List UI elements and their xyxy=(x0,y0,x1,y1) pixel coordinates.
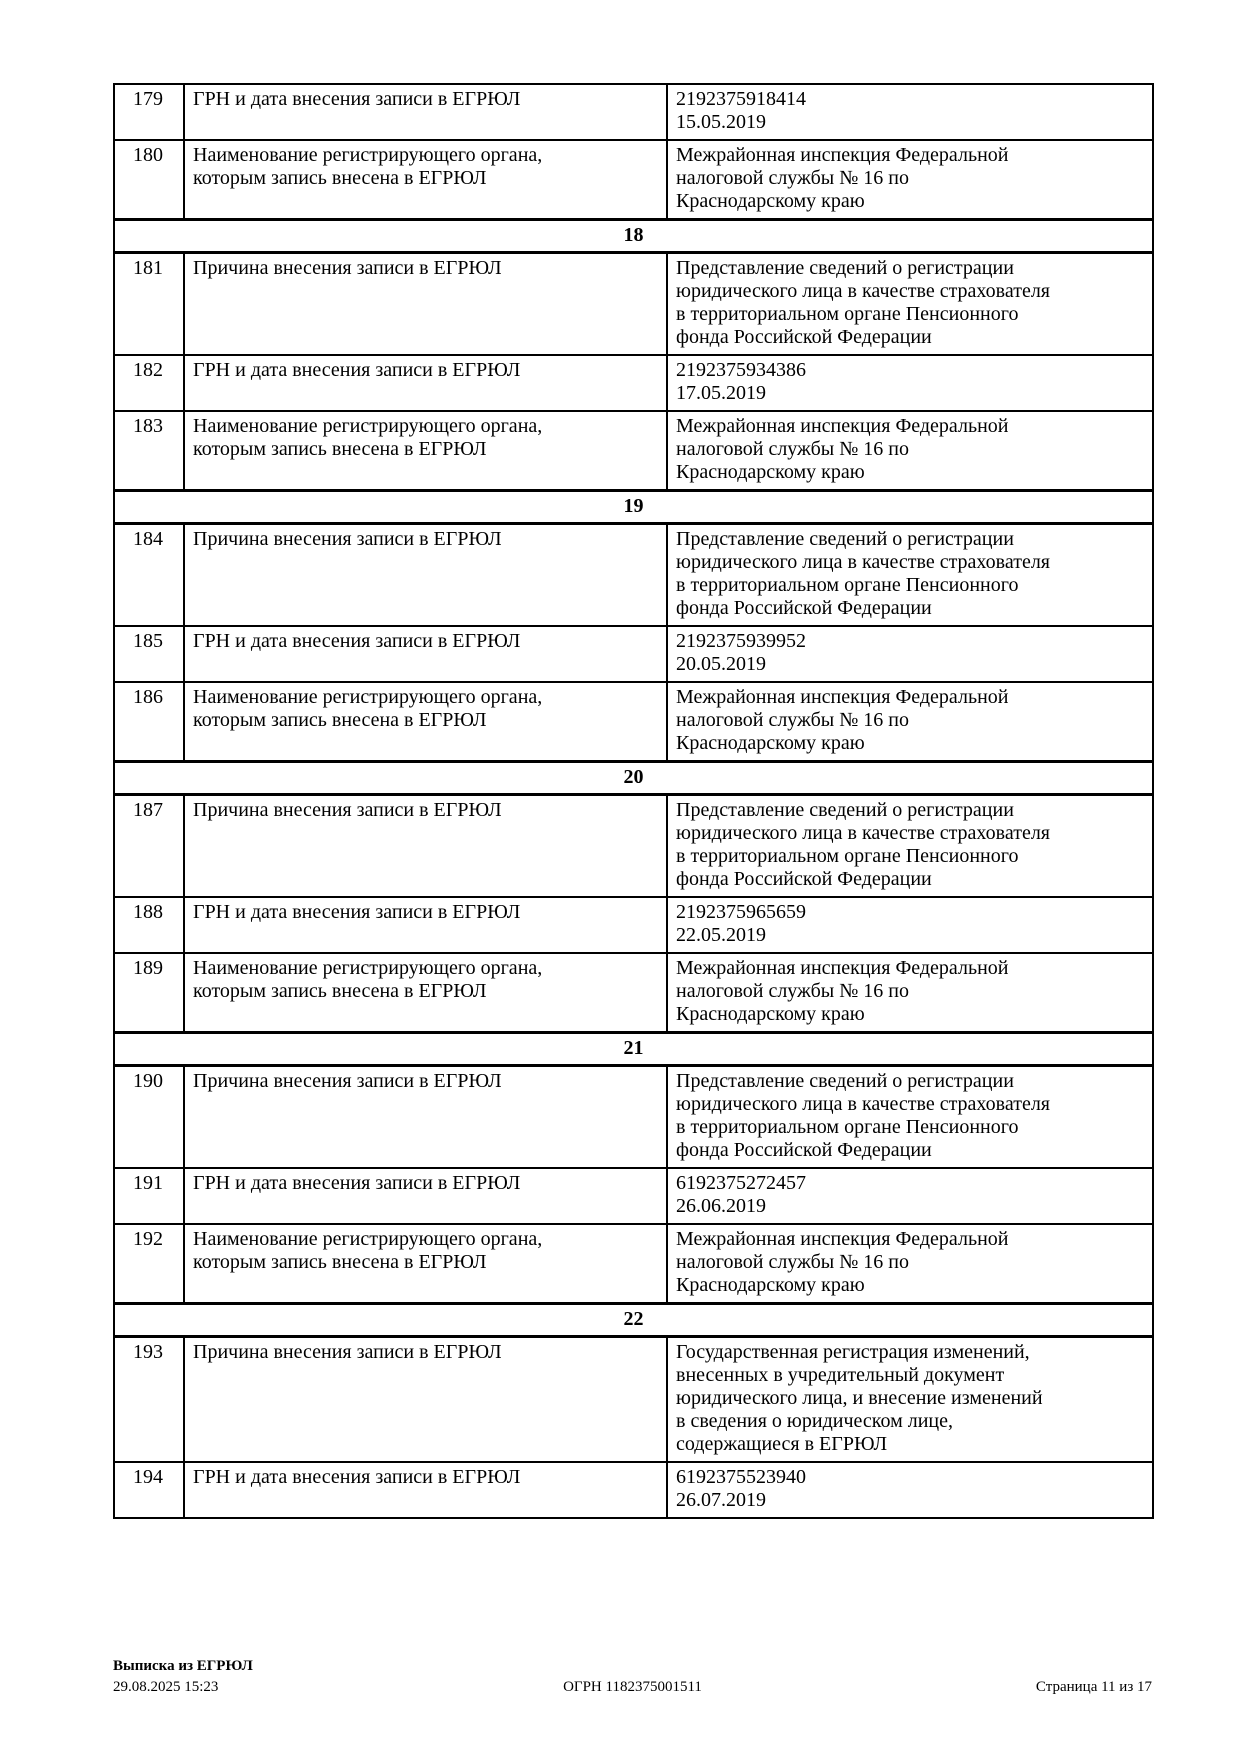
row-value: Межрайонная инспекция Федеральной налоговой службы № 16 по Краснодарскому краю xyxy=(667,682,1153,762)
row-number: 179 xyxy=(114,84,184,140)
row-value: Межрайонная инспекция Федеральной налоговой службы № 16 по Краснодарскому краю xyxy=(667,953,1153,1033)
row-number: 181 xyxy=(114,253,184,356)
table-row xyxy=(114,411,1153,491)
row-number: 182 xyxy=(114,355,184,411)
row-value: Государственная регистрация изменений, внесенных в учредительный документ юридического лица, и внесение изменений в сведения о юридическом лице, содержащиеся в ЕГРЮЛ xyxy=(667,1337,1153,1463)
row-number: 190 xyxy=(114,1066,184,1169)
table-row xyxy=(114,524,1153,627)
table-row xyxy=(114,355,1153,411)
row-value: Межрайонная инспекция Федеральной налоговой службы № 16 по Краснодарскому краю xyxy=(667,1224,1153,1304)
section-row xyxy=(114,1304,1153,1337)
row-value: Представление сведений о регистрации юридического лица в качестве страхователя в территориальном органе Пенсионного фонда Российской Федерации xyxy=(667,1066,1153,1169)
table-row xyxy=(114,1224,1153,1304)
row-number: 183 xyxy=(114,411,184,491)
row-label: Причина внесения записи в ЕГРЮЛ xyxy=(184,1066,667,1169)
document-title: Выписка из ЕГРЮЛ xyxy=(113,1658,253,1674)
extract-datetime: 29.08.2025 15:23 xyxy=(113,1679,219,1695)
table-row xyxy=(114,1066,1153,1169)
row-label: ГРН и дата внесения записи в ЕГРЮЛ xyxy=(184,1168,667,1224)
ogrn-number: ОГРН 1182375001511 xyxy=(563,1679,702,1695)
row-value: 6192375272457 26.06.2019 xyxy=(667,1168,1153,1224)
row-label: Причина внесения записи в ЕГРЮЛ xyxy=(184,1337,667,1463)
egrul-records-table xyxy=(113,83,1154,1519)
table-row xyxy=(114,626,1153,682)
row-value: Представление сведений о регистрации юридического лица в качестве страхователя в территориальном органе Пенсионного фонда Российской Федерации xyxy=(667,253,1153,356)
table-row xyxy=(114,1462,1153,1518)
row-number: 194 xyxy=(114,1462,184,1518)
section-number: 20 xyxy=(114,762,1153,795)
row-label: Наименование регистрирующего органа, которым запись внесена в ЕГРЮЛ xyxy=(184,953,667,1033)
row-number: 188 xyxy=(114,897,184,953)
section-number: 19 xyxy=(114,491,1153,524)
table-row xyxy=(114,953,1153,1033)
row-number: 192 xyxy=(114,1224,184,1304)
section-number: 22 xyxy=(114,1304,1153,1337)
table-row xyxy=(114,84,1153,140)
row-label: Наименование регистрирующего органа, которым запись внесена в ЕГРЮЛ xyxy=(184,411,667,491)
row-label: Причина внесения записи в ЕГРЮЛ xyxy=(184,253,667,356)
page-indicator: Страница 11 из 17 xyxy=(1035,1679,1152,1695)
row-number: 187 xyxy=(114,795,184,898)
section-row xyxy=(114,762,1153,795)
row-value: 2192375934386 17.05.2019 xyxy=(667,355,1153,411)
table-row xyxy=(114,1337,1153,1463)
row-value: 2192375918414 15.05.2019 xyxy=(667,84,1153,140)
section-row xyxy=(114,491,1153,524)
row-label: Причина внесения записи в ЕГРЮЛ xyxy=(184,795,667,898)
section-number: 21 xyxy=(114,1033,1153,1066)
row-value: Представление сведений о регистрации юридического лица в качестве страхователя в территориальном органе Пенсионного фонда Российской Федерации xyxy=(667,795,1153,898)
table-row xyxy=(114,1168,1153,1224)
row-number: 191 xyxy=(114,1168,184,1224)
row-value: 2192375939952 20.05.2019 xyxy=(667,626,1153,682)
table-row xyxy=(114,682,1153,762)
row-label: Наименование регистрирующего органа, которым запись внесена в ЕГРЮЛ xyxy=(184,140,667,220)
row-label: ГРН и дата внесения записи в ЕГРЮЛ xyxy=(184,1462,667,1518)
footer-left xyxy=(113,1656,563,1698)
page-footer xyxy=(113,1656,1152,1698)
row-value: 6192375523940 26.07.2019 xyxy=(667,1462,1153,1518)
row-value: Межрайонная инспекция Федеральной налоговой службы № 16 по Краснодарскому краю xyxy=(667,411,1153,491)
row-value: Представление сведений о регистрации юридического лица в качестве страхователя в территориальном органе Пенсионного фонда Российской Федерации xyxy=(667,524,1153,627)
section-row xyxy=(114,220,1153,253)
row-number: 185 xyxy=(114,626,184,682)
table-row xyxy=(114,253,1153,356)
table-row xyxy=(114,897,1153,953)
table-row xyxy=(114,795,1153,898)
row-number: 186 xyxy=(114,682,184,762)
row-number: 184 xyxy=(114,524,184,627)
row-label: ГРН и дата внесения записи в ЕГРЮЛ xyxy=(184,84,667,140)
row-value: Межрайонная инспекция Федеральной налоговой службы № 16 по Краснодарскому краю xyxy=(667,140,1153,220)
row-label: ГРН и дата внесения записи в ЕГРЮЛ xyxy=(184,897,667,953)
row-number: 193 xyxy=(114,1337,184,1463)
section-row xyxy=(114,1033,1153,1066)
row-label: ГРН и дата внесения записи в ЕГРЮЛ xyxy=(184,355,667,411)
table-row xyxy=(114,140,1153,220)
row-label: Наименование регистрирующего органа, которым запись внесена в ЕГРЮЛ xyxy=(184,682,667,762)
row-label: ГРН и дата внесения записи в ЕГРЮЛ xyxy=(184,626,667,682)
row-label: Наименование регистрирующего органа, которым запись внесена в ЕГРЮЛ xyxy=(184,1224,667,1304)
row-number: 180 xyxy=(114,140,184,220)
section-number: 18 xyxy=(114,220,1153,253)
row-label: Причина внесения записи в ЕГРЮЛ xyxy=(184,524,667,627)
row-number: 189 xyxy=(114,953,184,1033)
row-value: 2192375965659 22.05.2019 xyxy=(667,897,1153,953)
